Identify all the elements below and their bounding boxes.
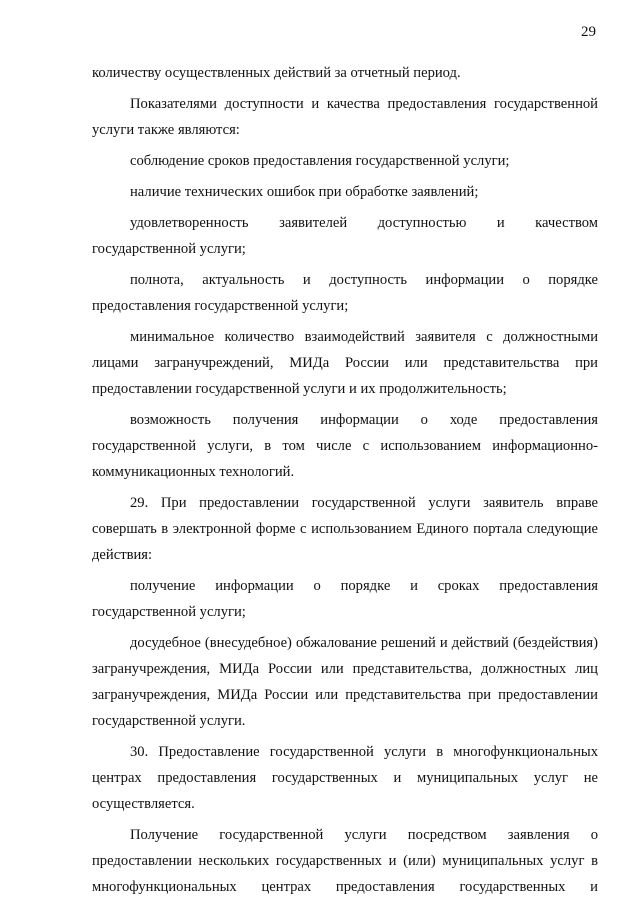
paragraph-section-29: 29. При предоставлении государственной услуги заявитель вправе совершать в электронной форме с использованием Единого портала следующие действия:	[92, 495, 598, 563]
paragraph-section-30: 30. Предоставление государственной услуги в многофункциональных центрах предоставления государственных и муниципальных услуг не осуществляется.	[92, 744, 598, 812]
paragraph-indicator-errors: наличие технических ошибок при обработке заявлений;	[130, 184, 479, 200]
paragraph-indicator-deadlines: соблюдение сроков предоставления государственной услуги;	[130, 153, 510, 169]
paragraph-continuation: количеству осуществленных действий за отчетный период.	[92, 65, 461, 81]
paragraph-indicator-completeness: полнота, актуальность и доступность информации о порядке предоставления государственной услуги;	[92, 272, 598, 314]
paragraph-complex-request: Получение государственной услуги посредством заявления о предоставлении нескольких государственных и (или) муниципальных услуг в многофункциональных центрах предоставления государственных и	[92, 827, 598, 895]
paragraph-action-info: получение информации о порядке и сроках предоставления государственной услуги;	[92, 578, 598, 620]
paragraph-action-appeal: досудебное (внесудебное) обжалование решений и действий (бездействия) загранучреждения, МИДа России или представительства, должностных лиц загранучреждения, МИДа России или представительства при предоставлении государственной услуги.	[92, 635, 598, 729]
document-body	[92, 60, 598, 900]
paragraph-indicator-interactions: минимальное количество взаимодействий заявителя с должностными лицами загранучреждений, МИДа России или представительства при предоставлении государственной услуги и их продолжительность;	[92, 329, 598, 397]
paragraph-indicator-satisfaction: удовлетворенность заявителей доступностью и качеством государственной услуги;	[92, 215, 598, 257]
paragraph-indicators-intro: Показателями доступности и качества предоставления государственной услуги также являются:	[92, 96, 598, 138]
page-number: 29	[581, 24, 596, 40]
paragraph-indicator-progress-info: возможность получения информации о ходе предоставления государственной услуги, в том числе с использованием информационно-коммуникационных технологий.	[92, 412, 598, 480]
